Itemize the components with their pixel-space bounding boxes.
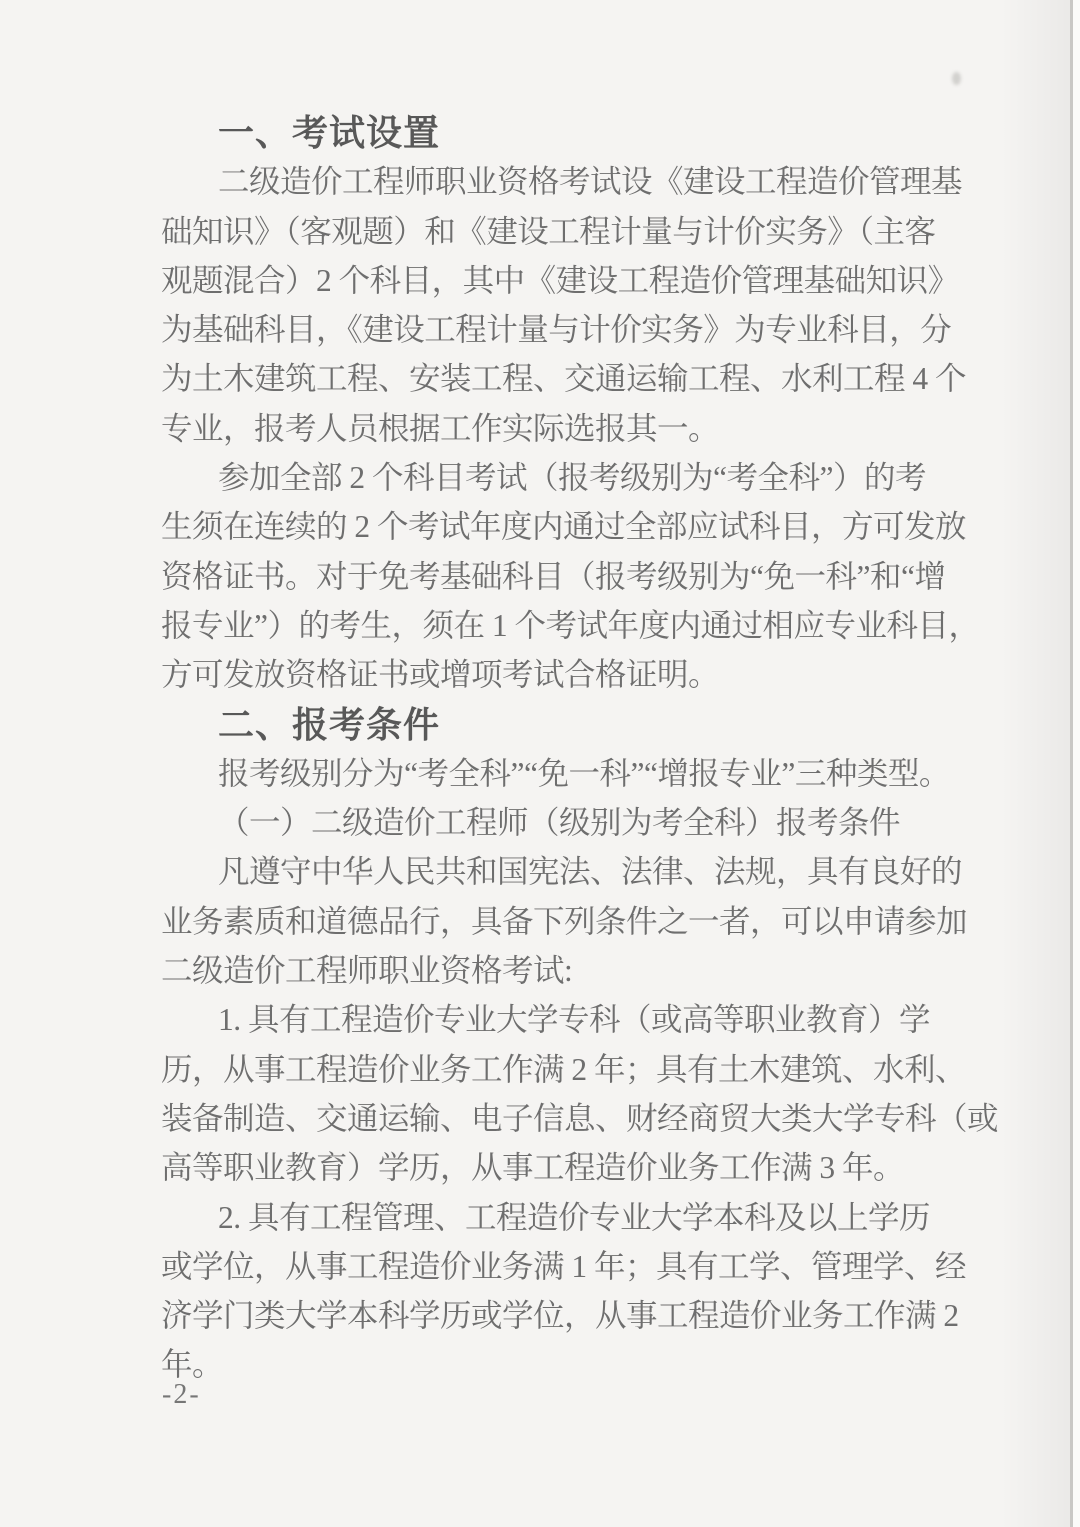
doc-line: 济学门类大学本科学历或学位，从事工程造价业务工作满 2 xyxy=(161,1298,959,1334)
doc-line: 高等职业教育）学历，从事工程造价业务工作满 3 年。 xyxy=(161,1150,905,1186)
doc-line: 装备制造、交通运输、电子信息、财经商贸大类大学专科（或 xyxy=(161,1100,999,1136)
scan-edge-shadow xyxy=(1000,0,1070,1527)
doc-line: 或学位，从事工程造价业务满 1 年；具有工学、管理学、经 xyxy=(161,1248,967,1284)
doc-line: 报专业”）的考生，须在 1 个考试年度内通过相应专业科目， xyxy=(161,607,980,643)
doc-line: 资格证书。对于免考基础科目（报考级别为“免一科”和“增 xyxy=(161,558,946,594)
doc-line: 2. 具有工程管理、工程造价专业大学本科及以上学历 xyxy=(218,1199,931,1235)
doc-line: 凡遵守中华人民共和国宪法、法律、法规，具有良好的 xyxy=(218,854,963,890)
doc-line: 历，从事工程造价业务工作满 2 年；具有土木建筑、水利、 xyxy=(161,1051,967,1087)
page-number: -2- xyxy=(162,1379,201,1410)
doc-line: 报考级别分为“考全科”“免一科”“增报专业”三种类型。 xyxy=(218,755,950,791)
doc-line: 二级造价工程师职业资格考试设《建设工程造价管理基 xyxy=(218,164,963,200)
doc-line: 二级造价工程师职业资格考试: xyxy=(161,953,573,989)
scan-artifact-speck xyxy=(952,72,961,85)
doc-line: 生须在连续的 2 个考试年度内通过全部应试科目，方可发放 xyxy=(161,509,967,545)
doc-line: 业务素质和道德品行，具备下列条件之一者，可以申请参加 xyxy=(161,903,968,939)
scan-edge-strip xyxy=(1073,0,1080,1527)
document-body xyxy=(161,108,999,1390)
doc-line: 专业，报考人员根据工作实际选报其一。 xyxy=(161,410,720,446)
doc-line: 1. 具有工程造价专业大学专科（或高等职业教育）学 xyxy=(218,1002,931,1038)
doc-line: 参加全部 2 个科目考试（报考级别为“考全科”）的考 xyxy=(218,460,926,496)
section-heading-1: 一、考试设置 xyxy=(218,112,441,153)
doc-line: 观题混合）2 个科目，其中《建设工程造价管理基础知识》 xyxy=(161,262,959,298)
doc-line: 础知识》（客观题）和《建设工程计量与计价实务》（主客 xyxy=(161,213,936,249)
subsection-heading: （一）二级造价工程师（级别为考全科）报考条件 xyxy=(218,805,901,841)
section-heading-2: 二、报考条件 xyxy=(218,703,441,745)
doc-line: 为基础科目，《建设工程计量与计价实务》为专业科目，分 xyxy=(161,312,952,348)
doc-line: 为土木建筑工程、安装工程、交通运输工程、水利工程 4 个 xyxy=(161,361,967,397)
doc-line: 方可发放资格证书或增项考试合格证明。 xyxy=(161,657,720,693)
doc-line: 年。 xyxy=(161,1347,224,1383)
